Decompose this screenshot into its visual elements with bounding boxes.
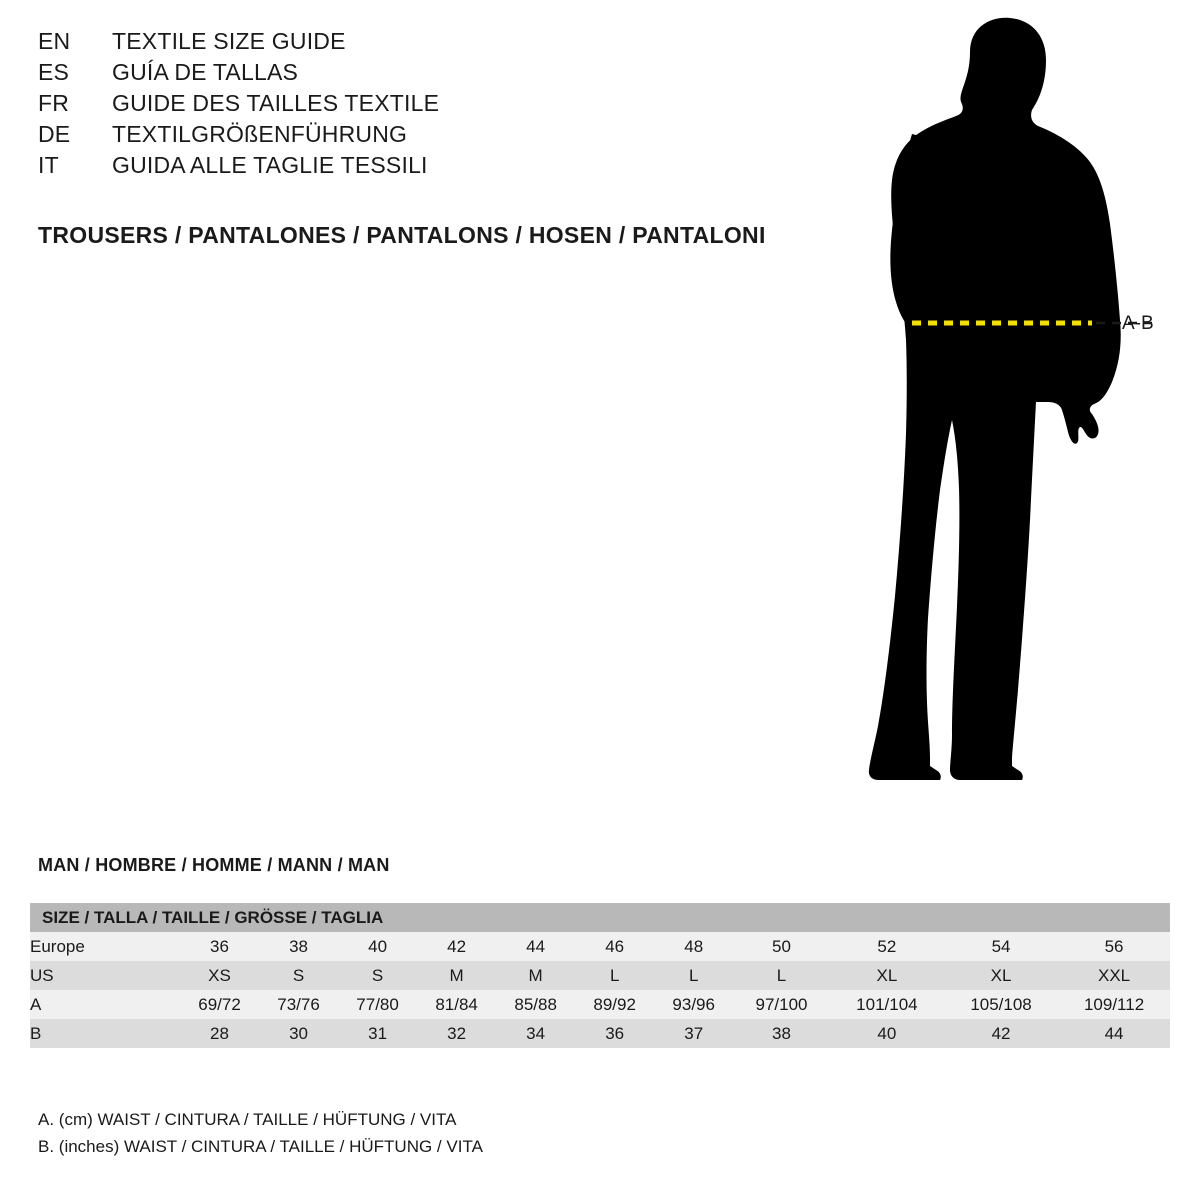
language-row <box>38 152 798 183</box>
table-cell: 85/88 <box>496 990 575 1019</box>
table-cell: L <box>654 961 733 990</box>
language-row <box>38 59 798 90</box>
table-row <box>30 990 1170 1019</box>
table-cell: 28 <box>180 1019 259 1048</box>
language-code: IT <box>38 152 59 178</box>
table-cell: 42 <box>417 932 496 961</box>
footnote-b: B. (inches) WAIST / CINTURA / TAILLE / HÜFTUNG / VITA <box>38 1137 483 1156</box>
table-cell: 109/112 <box>1058 990 1170 1019</box>
table-cell: 73/76 <box>259 990 338 1019</box>
table-header-row <box>30 903 1170 932</box>
table-cell: 46 <box>575 932 654 961</box>
table-cell: L <box>733 961 830 990</box>
table-cell: 105/108 <box>944 990 1058 1019</box>
language-title: GUIDE DES TAILLES TEXTILE <box>112 90 440 116</box>
size-table <box>30 903 1170 1048</box>
table-cell: 52 <box>830 932 944 961</box>
row-label: Europe <box>30 932 180 961</box>
table-cell: 54 <box>944 932 1058 961</box>
language-title: GUIDA ALLE TAGLIE TESSILI <box>112 152 428 178</box>
table-cell: S <box>338 961 417 990</box>
table-cell: XL <box>830 961 944 990</box>
language-header-block <box>38 28 798 183</box>
language-row <box>38 28 798 59</box>
table-cell: 30 <box>259 1019 338 1048</box>
table-cell: 36 <box>575 1019 654 1048</box>
table-cell: L <box>575 961 654 990</box>
table-section-title: MAN / HOMBRE / HOMME / MANN / MAN <box>38 855 390 875</box>
row-label: US <box>30 961 180 990</box>
table-row <box>30 1019 1170 1048</box>
language-title: TEXTILE SIZE GUIDE <box>112 28 346 54</box>
table-cell: 50 <box>733 932 830 961</box>
language-row <box>38 121 798 152</box>
table-cell: 36 <box>180 932 259 961</box>
table-cell: 97/100 <box>733 990 830 1019</box>
language-code: DE <box>38 121 71 147</box>
table-cell: 44 <box>496 932 575 961</box>
table-cell: 38 <box>733 1019 830 1048</box>
table-cell: 40 <box>338 932 417 961</box>
male-silhouette-figure <box>800 10 1200 810</box>
row-label: A <box>30 990 180 1019</box>
footnotes-block <box>38 1110 483 1164</box>
table-row <box>30 932 1170 961</box>
table-cell: 69/72 <box>180 990 259 1019</box>
language-row <box>38 90 798 121</box>
row-label: B <box>30 1019 180 1048</box>
measurement-label-ab: A-B <box>1122 313 1154 334</box>
table-cell: XL <box>944 961 1058 990</box>
table-cell: 101/104 <box>830 990 944 1019</box>
table-cell: XS <box>180 961 259 990</box>
silhouette-shape <box>869 18 1121 780</box>
table-cell: 32 <box>417 1019 496 1048</box>
language-code: FR <box>38 90 70 116</box>
table-cell: 77/80 <box>338 990 417 1019</box>
table-cell: 48 <box>654 932 733 961</box>
table-cell: 40 <box>830 1019 944 1048</box>
table-cell: 93/96 <box>654 990 733 1019</box>
table-cell: XXL <box>1058 961 1170 990</box>
footnote-a: A. (cm) WAIST / CINTURA / TAILLE / HÜFTUNG / VITA <box>38 1110 457 1129</box>
table-cell: S <box>259 961 338 990</box>
table-cell: 81/84 <box>417 990 496 1019</box>
table-cell: 89/92 <box>575 990 654 1019</box>
table-row <box>30 961 1170 990</box>
table-cell: 44 <box>1058 1019 1170 1048</box>
language-title: GUÍA DE TALLAS <box>112 59 299 85</box>
table-cell: 56 <box>1058 932 1170 961</box>
language-code: ES <box>38 59 70 85</box>
table-cell: M <box>417 961 496 990</box>
table-header-label: SIZE / TALLA / TAILLE / GRÖSSE / TAGLIA <box>30 903 1170 932</box>
table-cell: 38 <box>259 932 338 961</box>
table-cell: 31 <box>338 1019 417 1048</box>
language-title: TEXTILGRÖßENFÜHRUNG <box>112 121 408 147</box>
language-code: EN <box>38 28 71 54</box>
table-cell: 37 <box>654 1019 733 1048</box>
table-cell: 42 <box>944 1019 1058 1048</box>
garment-type-title: TROUSERS / PANTALONES / PANTALONS / HOSEN / PANTALONI <box>38 222 766 248</box>
table-cell: 34 <box>496 1019 575 1048</box>
table-cell: M <box>496 961 575 990</box>
